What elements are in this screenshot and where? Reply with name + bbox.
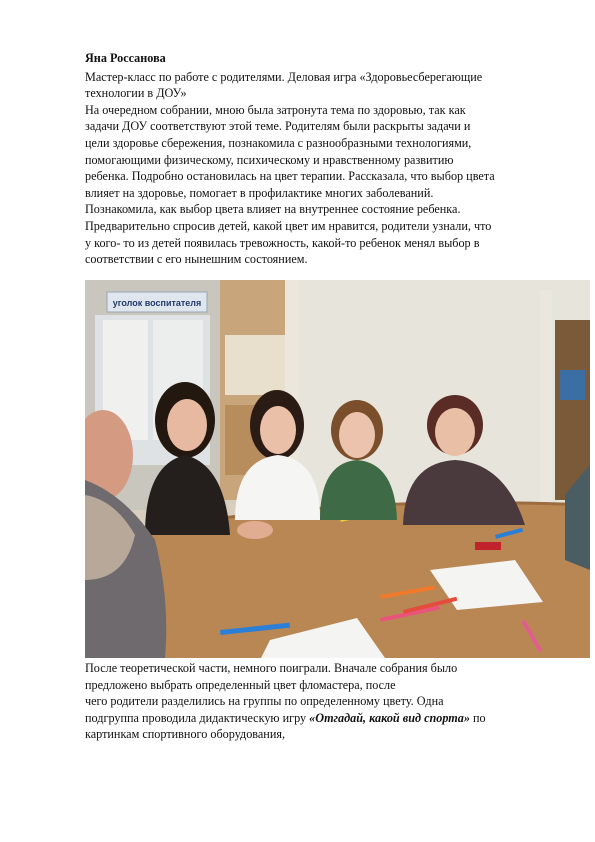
paragraph1-line-9: у кого- то из детей появилась тревожность, какой-то ребенок менял выбор в <box>85 235 480 250</box>
paragraph2-line-4-end: по <box>469 710 486 725</box>
paragraph1-line-6: влияет на здоровье, помогает в профилактике многих заболеваний. <box>85 185 434 200</box>
paragraph2-line-1: После теоретической части, немного поиграли. Вначале собрания было <box>85 661 458 675</box>
game-title: «Отгадай, какой вид спорта» <box>309 710 470 725</box>
paragraph1-line-7: Познакомила, как выбор цвета влияет на внутреннее состояние ребенка. <box>85 202 461 217</box>
paragraph1-line-3: цели здоровье сбережения, познакомила с разнообразными технологиями, <box>85 135 472 150</box>
paragraph2-line-4 <box>85 710 555 727</box>
paragraph2-line-2: предложено выбрать определенный цвет фломастера, после <box>85 677 396 692</box>
paragraph1-line-5: ребенка. Подробно остановилась на цвет терапии. Рассказала, что выбор цвета <box>85 169 495 184</box>
paragraph2-line-4-start: подгруппа проводила дидактическую игру <box>85 710 310 725</box>
continuation-text-block <box>85 660 555 743</box>
meeting-photo-illustration <box>85 280 590 658</box>
intro-text-block <box>85 50 555 268</box>
paragraph2-line-5: картинкам спортивного оборудования, <box>85 727 286 742</box>
paragraph1-line-4: помогающими физическому, психическому и нравственному развитию <box>85 152 454 167</box>
meeting-photo <box>85 280 590 658</box>
poster-label: уголок воспитателя <box>112 298 202 308</box>
title-line-1: Мастер-класс по работе с родителями. Деловая игра «Здоровьесберегающие <box>85 69 483 84</box>
paragraph1-line-2: задачи ДОУ соответствуют этой теме. Родителям были раскрыты задачи и <box>85 119 471 134</box>
author-name: Яна Россанова <box>85 51 166 65</box>
paragraph1-line-10: соответствии с его нынешним состоянием. <box>85 252 308 267</box>
paragraph1-line-1: На очередном собрании, мною была затронута тема по здоровью, так как <box>85 102 466 117</box>
paragraph2-line-3: чего родители разделились на группы по определенному цвету. Одна <box>85 694 444 709</box>
title-line-2: технологии в ДОУ» <box>85 86 187 101</box>
paragraph1-line-8: Предварительно спросив детей, какой цвет им нравится, родители узнали, что <box>85 218 492 233</box>
